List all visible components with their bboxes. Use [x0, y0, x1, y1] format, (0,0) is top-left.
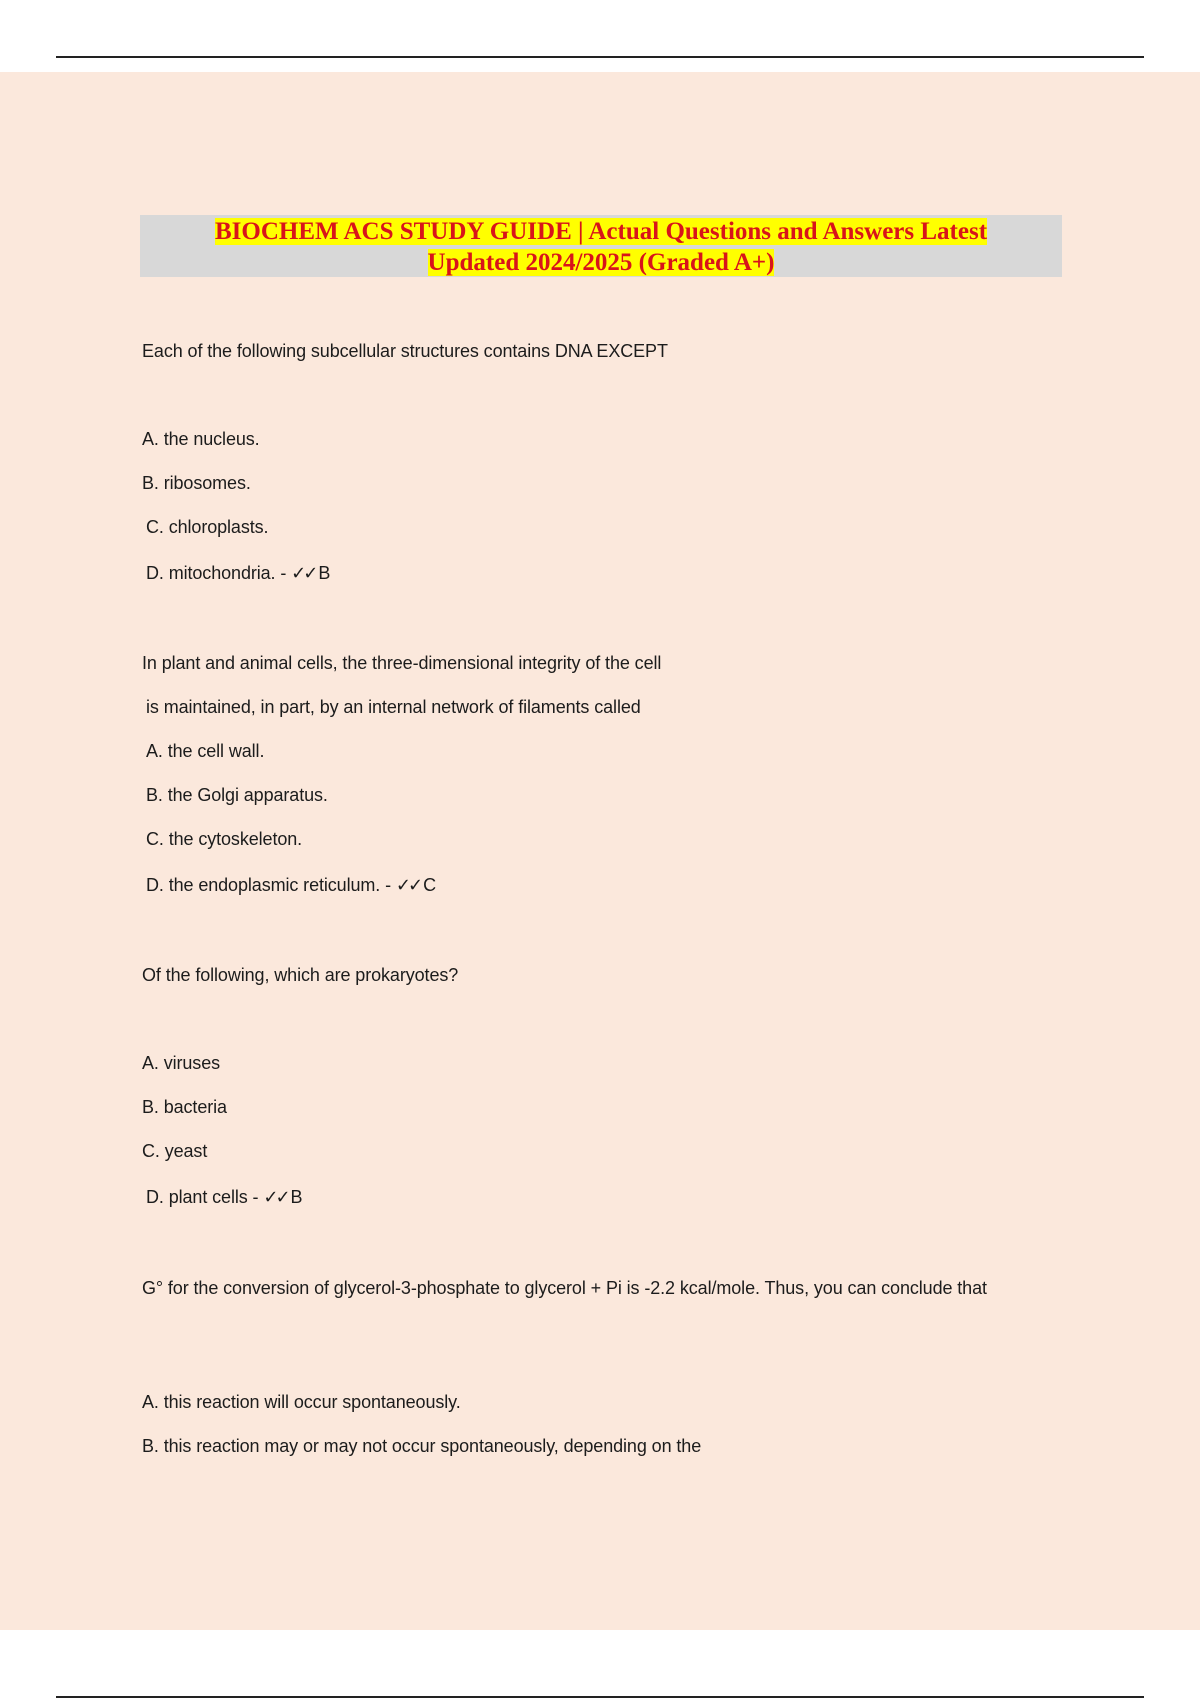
q2-option-d	[146, 873, 436, 898]
q1-option-d-text: D. mitochondria. -	[146, 563, 287, 583]
document-page	[0, 72, 1200, 1630]
q3-option-d	[146, 1185, 302, 1210]
checkmark-icon: ✓✓	[395, 875, 421, 896]
q2-option-c: C. the cytoskeleton.	[146, 829, 303, 849]
q1-answer: B	[318, 563, 331, 583]
title-line-1: BIOCHEM ACS STUDY GUIDE | Actual Questions and Answers Latest	[214, 218, 988, 245]
q2-option-d-text: D. the endoplasmic reticulum. -	[146, 875, 391, 895]
q1-option-c: C. chloroplasts.	[146, 517, 269, 537]
q3-option-a: A. viruses	[142, 1053, 221, 1073]
q4-stem: G° for the conversion of glycerol-3-phosphate to glycerol + Pi is -2.2 kcal/mole. Thus, you can conclude that	[142, 1278, 987, 1298]
q3-option-c: C. yeast	[142, 1141, 208, 1161]
document-title	[140, 215, 1062, 277]
q3-option-d-text: D. plant cells -	[146, 1187, 259, 1207]
q2-stem-line-1: In plant and animal cells, the three-dimensional integrity of the cell	[142, 653, 662, 673]
q4-option-b: B. this reaction may or may not occur spontaneously, depending on the	[142, 1436, 702, 1456]
q1-stem: Each of the following subcellular structures contains DNA EXCEPT	[142, 341, 668, 361]
q2-option-b: B. the Golgi apparatus.	[146, 785, 328, 805]
q2-option-a: A. the cell wall.	[146, 741, 265, 761]
q3-option-b: B. bacteria	[142, 1097, 227, 1117]
q2-answer: C	[423, 875, 436, 895]
q1-option-b: B. ribosomes.	[142, 473, 251, 493]
q3-answer: B	[290, 1187, 303, 1207]
q3-stem: Of the following, which are prokaryotes?	[142, 965, 459, 985]
checkmark-icon: ✓✓	[263, 1187, 288, 1208]
q1-option-d	[146, 561, 330, 586]
q4-option-a: A. this reaction will occur spontaneously.	[142, 1392, 461, 1412]
checkmark-icon: ✓✓	[291, 563, 316, 584]
q1-option-a: A. the nucleus.	[142, 429, 260, 449]
title-line-2: Updated 2024/2025 (Graded A+)	[427, 249, 775, 276]
header-rule	[56, 56, 1144, 58]
q2-stem-line-2: is maintained, in part, by an internal network of filaments called	[146, 697, 641, 717]
footer-rule	[56, 1696, 1144, 1698]
